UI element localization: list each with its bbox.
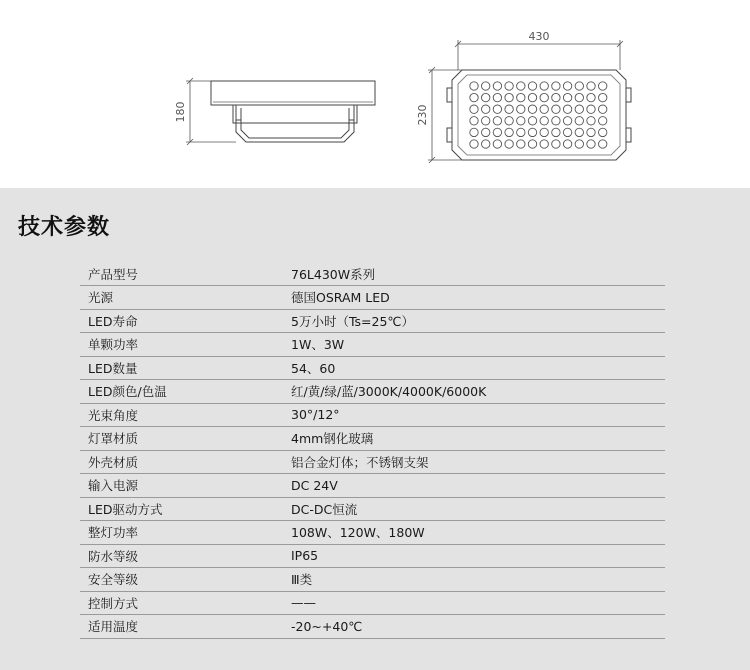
led-circle bbox=[517, 93, 525, 101]
spec-row bbox=[80, 591, 665, 615]
led-circle bbox=[587, 105, 595, 113]
spec-row bbox=[80, 521, 665, 545]
spec-value: 4mm钢化玻璃 bbox=[291, 431, 374, 447]
front-height-label: 230 bbox=[416, 104, 429, 126]
spec-row bbox=[80, 568, 665, 592]
led-circle bbox=[505, 128, 513, 136]
spec-value: 5万小时（Ts=25℃） bbox=[291, 313, 414, 329]
led-circle bbox=[540, 93, 548, 101]
led-circle bbox=[599, 117, 607, 125]
led-circle bbox=[552, 140, 560, 148]
led-circle bbox=[587, 93, 595, 101]
led-circle bbox=[517, 82, 525, 90]
spec-value: 30°/12° bbox=[291, 407, 340, 423]
led-circle bbox=[563, 140, 571, 148]
led-circle bbox=[493, 82, 501, 90]
led-circle bbox=[528, 105, 536, 113]
led-circle bbox=[517, 105, 525, 113]
led-circle bbox=[599, 82, 607, 90]
led-circle bbox=[599, 140, 607, 148]
led-circle bbox=[552, 105, 560, 113]
led-circle bbox=[517, 117, 525, 125]
led-circle bbox=[470, 93, 478, 101]
led-circle bbox=[470, 117, 478, 125]
spec-value: 红/黄/绿/蓝/3000K/4000K/6000K bbox=[291, 384, 487, 400]
led-circle bbox=[575, 140, 583, 148]
spec-key: 灯罩材质 bbox=[88, 431, 139, 447]
led-circle bbox=[552, 128, 560, 136]
spec-key: 外壳材质 bbox=[88, 454, 139, 470]
spec-key: 产品型号 bbox=[88, 266, 139, 282]
led-circle bbox=[540, 140, 548, 148]
technical-drawing bbox=[0, 0, 750, 188]
spec-row bbox=[80, 450, 665, 474]
led-circle bbox=[505, 117, 513, 125]
led-grid bbox=[470, 82, 607, 148]
led-circle bbox=[587, 82, 595, 90]
spec-key: 安全等级 bbox=[88, 572, 139, 588]
spec-value: 54、60 bbox=[291, 360, 336, 376]
led-circle bbox=[493, 105, 501, 113]
spec-value: —— bbox=[291, 595, 316, 611]
spec-row bbox=[80, 380, 665, 404]
led-circle bbox=[482, 117, 490, 125]
spec-value: DC-DC恒流 bbox=[291, 501, 358, 517]
led-circle bbox=[575, 105, 583, 113]
technical-drawing-area bbox=[0, 0, 750, 188]
led-circle bbox=[493, 117, 501, 125]
led-circle bbox=[552, 82, 560, 90]
spec-key: 控制方式 bbox=[88, 595, 139, 611]
led-circle bbox=[563, 105, 571, 113]
led-circle bbox=[563, 93, 571, 101]
spec-table-body bbox=[80, 262, 665, 638]
led-circle bbox=[563, 82, 571, 90]
spec-row bbox=[80, 544, 665, 568]
spec-row bbox=[80, 615, 665, 639]
led-circle bbox=[552, 93, 560, 101]
led-circle bbox=[552, 117, 560, 125]
spec-value: -20~+40℃ bbox=[291, 618, 363, 634]
specs-section bbox=[0, 188, 750, 670]
spec-row bbox=[80, 262, 665, 286]
led-circle bbox=[505, 93, 513, 101]
led-circle bbox=[482, 93, 490, 101]
spec-value: IP65 bbox=[291, 548, 319, 564]
led-circle bbox=[493, 93, 501, 101]
led-circle bbox=[587, 117, 595, 125]
led-circle bbox=[505, 82, 513, 90]
spec-row bbox=[80, 497, 665, 521]
front-view-drawing bbox=[447, 70, 631, 160]
front-width-dimension bbox=[455, 40, 623, 70]
led-circle bbox=[599, 128, 607, 136]
led-circle bbox=[575, 93, 583, 101]
led-circle bbox=[470, 128, 478, 136]
spec-key: 单颗功率 bbox=[88, 337, 139, 353]
led-circle bbox=[505, 140, 513, 148]
spec-key: 光源 bbox=[88, 290, 114, 306]
led-circle bbox=[470, 82, 478, 90]
spec-row bbox=[80, 286, 665, 310]
spec-value: 铝合金灯体；不锈钢支架 bbox=[291, 454, 429, 470]
led-circle bbox=[540, 105, 548, 113]
led-circle bbox=[482, 82, 490, 90]
led-circle bbox=[528, 140, 536, 148]
spec-key: LED寿命 bbox=[88, 313, 138, 329]
front-width-label: 430 bbox=[528, 30, 550, 43]
side-height-label: 180 bbox=[174, 101, 187, 123]
spec-value: 108W、120W、180W bbox=[291, 525, 425, 541]
spec-key: 输入电源 bbox=[88, 478, 139, 494]
spec-row bbox=[80, 474, 665, 498]
spec-key: 适用温度 bbox=[88, 619, 139, 635]
spec-key: LED颜色/色温 bbox=[88, 384, 167, 400]
spec-value: Ⅲ类 bbox=[291, 572, 313, 588]
section-title: 技术参数 bbox=[18, 214, 111, 240]
led-circle bbox=[517, 140, 525, 148]
led-circle bbox=[575, 128, 583, 136]
led-circle bbox=[493, 140, 501, 148]
led-circle bbox=[563, 128, 571, 136]
spec-table bbox=[80, 262, 665, 639]
led-circle bbox=[599, 105, 607, 113]
led-circle bbox=[563, 117, 571, 125]
led-circle bbox=[540, 128, 548, 136]
led-circle bbox=[528, 117, 536, 125]
front-height-dimension bbox=[428, 67, 462, 163]
led-circle bbox=[470, 140, 478, 148]
side-view-drawing bbox=[211, 81, 375, 142]
led-circle bbox=[540, 82, 548, 90]
spec-key: 光束角度 bbox=[88, 407, 139, 423]
spec-value: 76L430W系列 bbox=[291, 266, 376, 282]
spec-row bbox=[80, 333, 665, 357]
spec-row bbox=[80, 403, 665, 427]
led-circle bbox=[528, 82, 536, 90]
led-circle bbox=[528, 93, 536, 101]
led-circle bbox=[540, 117, 548, 125]
led-circle bbox=[599, 93, 607, 101]
led-circle bbox=[505, 105, 513, 113]
led-circle bbox=[575, 117, 583, 125]
spec-value: DC 24V bbox=[291, 477, 338, 493]
led-circle bbox=[587, 140, 595, 148]
spec-key: LED数量 bbox=[88, 360, 138, 376]
spec-value: 德国OSRAM LED bbox=[291, 290, 390, 306]
led-circle bbox=[470, 105, 478, 113]
spec-row bbox=[80, 309, 665, 333]
led-circle bbox=[482, 128, 490, 136]
spec-value: 1W、3W bbox=[291, 337, 345, 353]
spec-key: 防水等级 bbox=[88, 548, 139, 564]
spec-key: LED驱动方式 bbox=[88, 501, 163, 517]
led-circle bbox=[528, 128, 536, 136]
spec-key: 整灯功率 bbox=[88, 525, 139, 541]
led-circle bbox=[482, 105, 490, 113]
led-circle bbox=[517, 128, 525, 136]
led-circle bbox=[482, 140, 490, 148]
led-circle bbox=[575, 82, 583, 90]
led-circle bbox=[493, 128, 501, 136]
led-circle bbox=[587, 128, 595, 136]
spec-row bbox=[80, 356, 665, 380]
spec-row bbox=[80, 427, 665, 451]
